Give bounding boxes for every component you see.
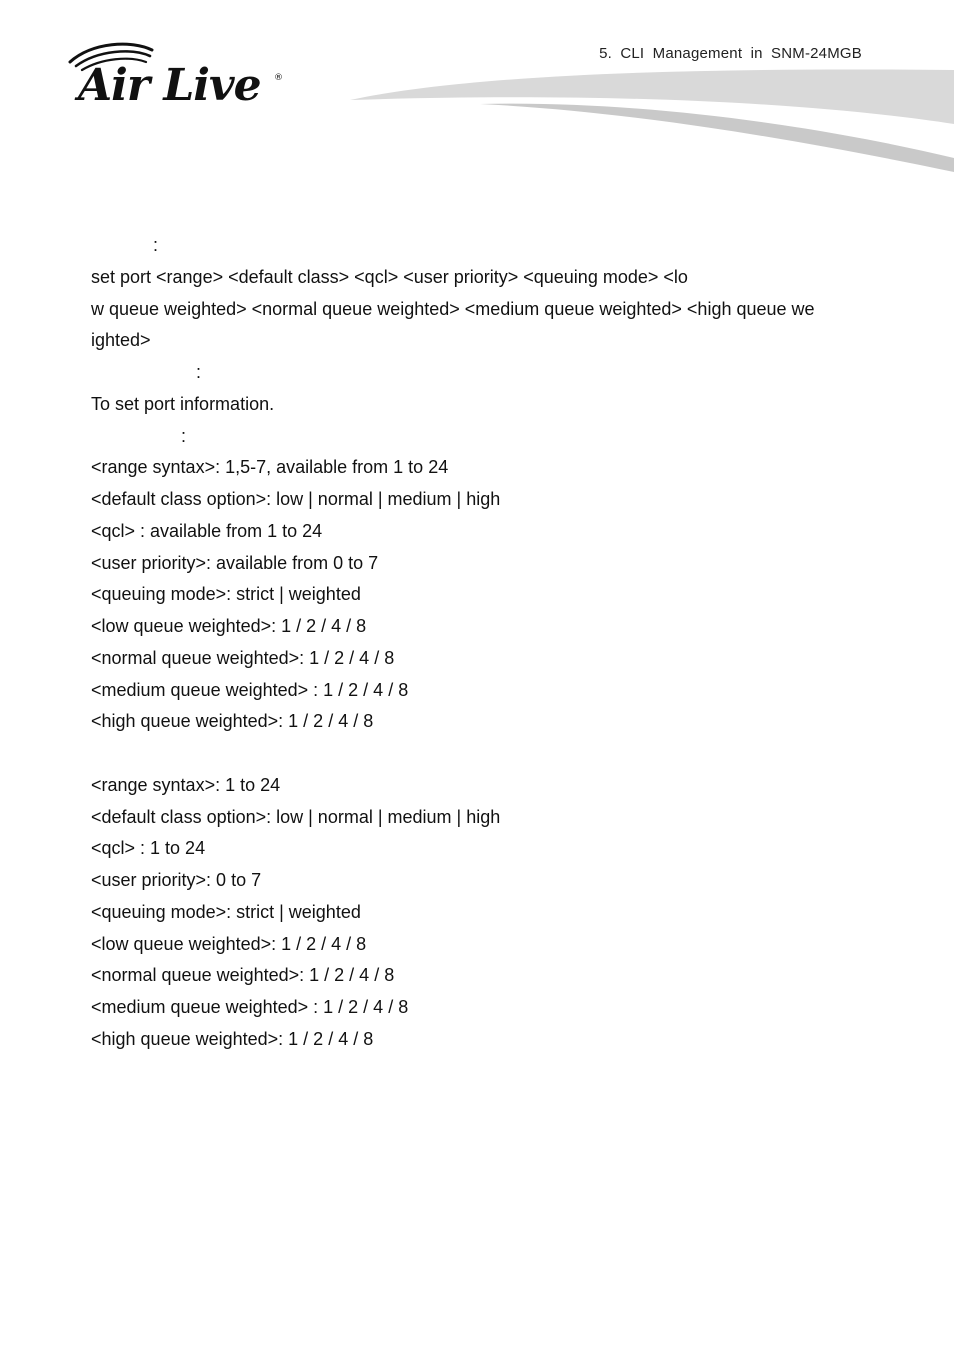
argument-line: <default class option>: low | normal | medium | high <box>91 489 501 509</box>
possible-value-line: <qcl> : 1 to 24 <box>91 838 206 859</box>
description-label-colon: : <box>196 362 202 382</box>
argument-line: <user priority>: available from 0 to 7 <box>91 552 379 573</box>
cli-command-section <box>91 230 881 1056</box>
argument-line: <qcl> : available from 1 to 24 <box>91 520 323 541</box>
argument-label-colon: : <box>181 425 187 446</box>
argument-line: <queuing mode>: strict | weighted <box>91 584 361 605</box>
blank-spacer <box>91 738 881 770</box>
possible-value-line: <user priority>: 0 to 7 <box>91 870 262 890</box>
possible-value-line: <high queue weighted>: 1 / 2 / 4 / 8 <box>91 1028 374 1049</box>
argument-line: <low queue weighted>: 1 / 2 / 4 / 8 <box>91 616 367 636</box>
argument-line: <high queue weighted>: 1 / 2 / 4 / 8 <box>91 711 374 732</box>
syntax-line: w queue weighted> <normal queue weighted> <medium queue weighted> <high queue we <box>91 298 815 319</box>
airlive-logo <box>62 40 292 110</box>
argument-line: <normal queue weighted>: 1 / 2 / 4 / 8 <box>91 647 395 668</box>
description-text: To set port information. <box>91 393 275 414</box>
possible-value-line: <low queue weighted>: 1 / 2 / 4 / 8 <box>91 933 367 954</box>
possible-value-line: <default class option>: low | normal | medium | high <box>91 806 501 827</box>
chapter-title: 5. CLI Management in SNM-24MGB <box>599 45 862 62</box>
possible-value-line: <medium queue weighted> : 1 / 2 / 4 / 8 <box>91 997 409 1017</box>
syntax-line: ighted> <box>91 330 151 351</box>
possible-value-line: <normal queue weighted>: 1 / 2 / 4 / 8 <box>91 965 395 986</box>
description-label <box>91 357 881 389</box>
registered-mark: ® <box>274 73 283 83</box>
syntax-label-colon: : <box>153 235 159 255</box>
syntax-line: set port <range> <default class> <qcl> <user priority> <queuing mode> <lo <box>91 266 688 287</box>
syntax-label <box>91 230 881 262</box>
logo-wordmark: Air Live <box>78 60 261 110</box>
argument-line: <medium queue weighted> : 1 / 2 / 4 / 8 <box>91 679 409 700</box>
argument-line: <range syntax>: 1,5-7, available from 1 to 24 <box>91 457 449 478</box>
possible-value-line: <queuing mode>: strict | weighted <box>91 901 361 922</box>
argument-label <box>91 421 881 453</box>
possible-value-line: <range syntax>: 1 to 24 <box>91 774 281 795</box>
header-swoosh <box>340 60 954 190</box>
